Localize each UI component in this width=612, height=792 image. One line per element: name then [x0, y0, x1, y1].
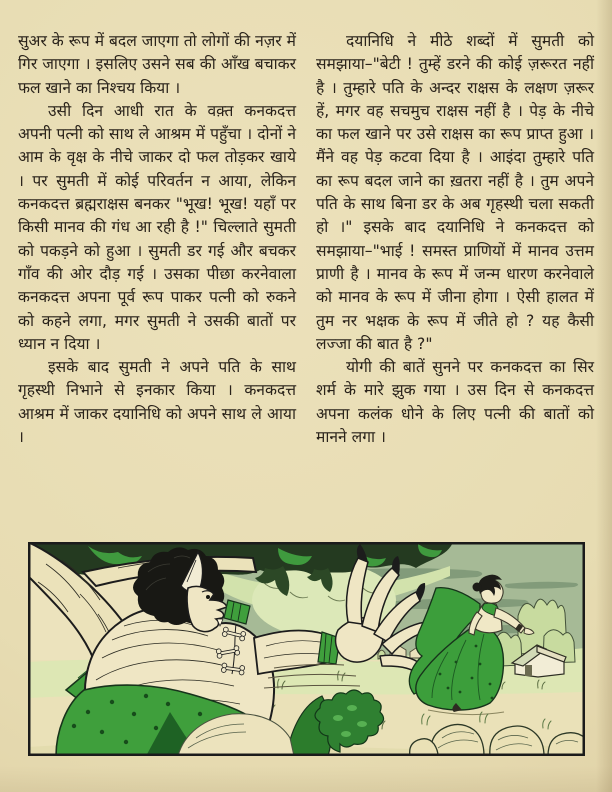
text-block [18, 30, 594, 449]
paragraph: इसके बाद सुमती ने अपने पति के साथ गृहस्थी निभाने से इनकार किया । कनकदत्त आश्रम में जाकर दयानिधि को अपने साथ ले आया । [18, 358, 296, 447]
paragraph: सुअर के रूप में बदल जाएगा तो लोगों की नज़र में गिर जाएगा । इसलिए उसने सब की आँख बचाकर फल खाने का निश्चय किया । [18, 32, 296, 97]
paragraph: उसी दिन आधी रात के वक़्त कनकदत्त अपनी पत्नी को साथ ले आश्रम में पहुँचा । दोनों ने आम के वृक्ष के नीचे जाकर दो फल तोड़कर खाये । पर सुमती में कोई परिवर्तन न आया, लेकिन कनकदत्त ब्रह्मराक्षस बनकर "भूख! भूख! यहाँ पर किसी मानव की गंध आ रही है !" चिल्लाते सुमती को पकड़ने को हुआ । सुमती डर गई और बचकर गाँव की ओर दौड़ गई । उसका पीछा करनेवाला कनकदत्त अपना पूर्व रूप पाकर पत्नी को रुकने को कहने लगा, मगर सुमती ने उसकी बातों पर ध्यान न दिया । [18, 101, 296, 353]
text-column-left [18, 30, 296, 449]
story-illustration [28, 542, 585, 756]
paragraph: दयानिधि ने मीठे शब्दों में सुमती को समझाया–"बेटी ! तुम्हें डरने की कोई ज़रूरत नहीं है । तुम्हारे पति के अन्दर राक्षस के लक्षण ज़रूर हें, मगर वह सचमुच राक्षस नहीं है । पेड़ के नीचे का फल खाने पर उसे राक्षस का रूप प्राप्त हुआ । मैंने वह पेड़ कटवा दिया है । आइंदा तुम्हारे पति का रूप बदल जाने का ख़तरा नहीं है । तुम अपने पति के साथ बिना डर के अब गृहस्थी चला सकती हो ।" इसके बाद दयानिधि ने कनकदत्त को समझाया–"भाई ! समस्त प्राणियों में मानव उत्तम प्राणी है । मानव के रूप में जन्म धारण करनेवाले को मानव के रूप में जीना होगा । ऐसी हालत में तुम नर भक्षक के रूप में जीते हो ? यह कैसी लज्जा की बात है ?" [316, 32, 594, 353]
text-column-right [316, 30, 594, 449]
paragraph: योगी की बातें सुनने पर कनकदत्त का सिर शर्म के मारे झुक गया । उस दिन से कनकदत्त अपना कलंक धोने के लिए पत्नी की बातों को मानने लगा । [316, 358, 594, 447]
